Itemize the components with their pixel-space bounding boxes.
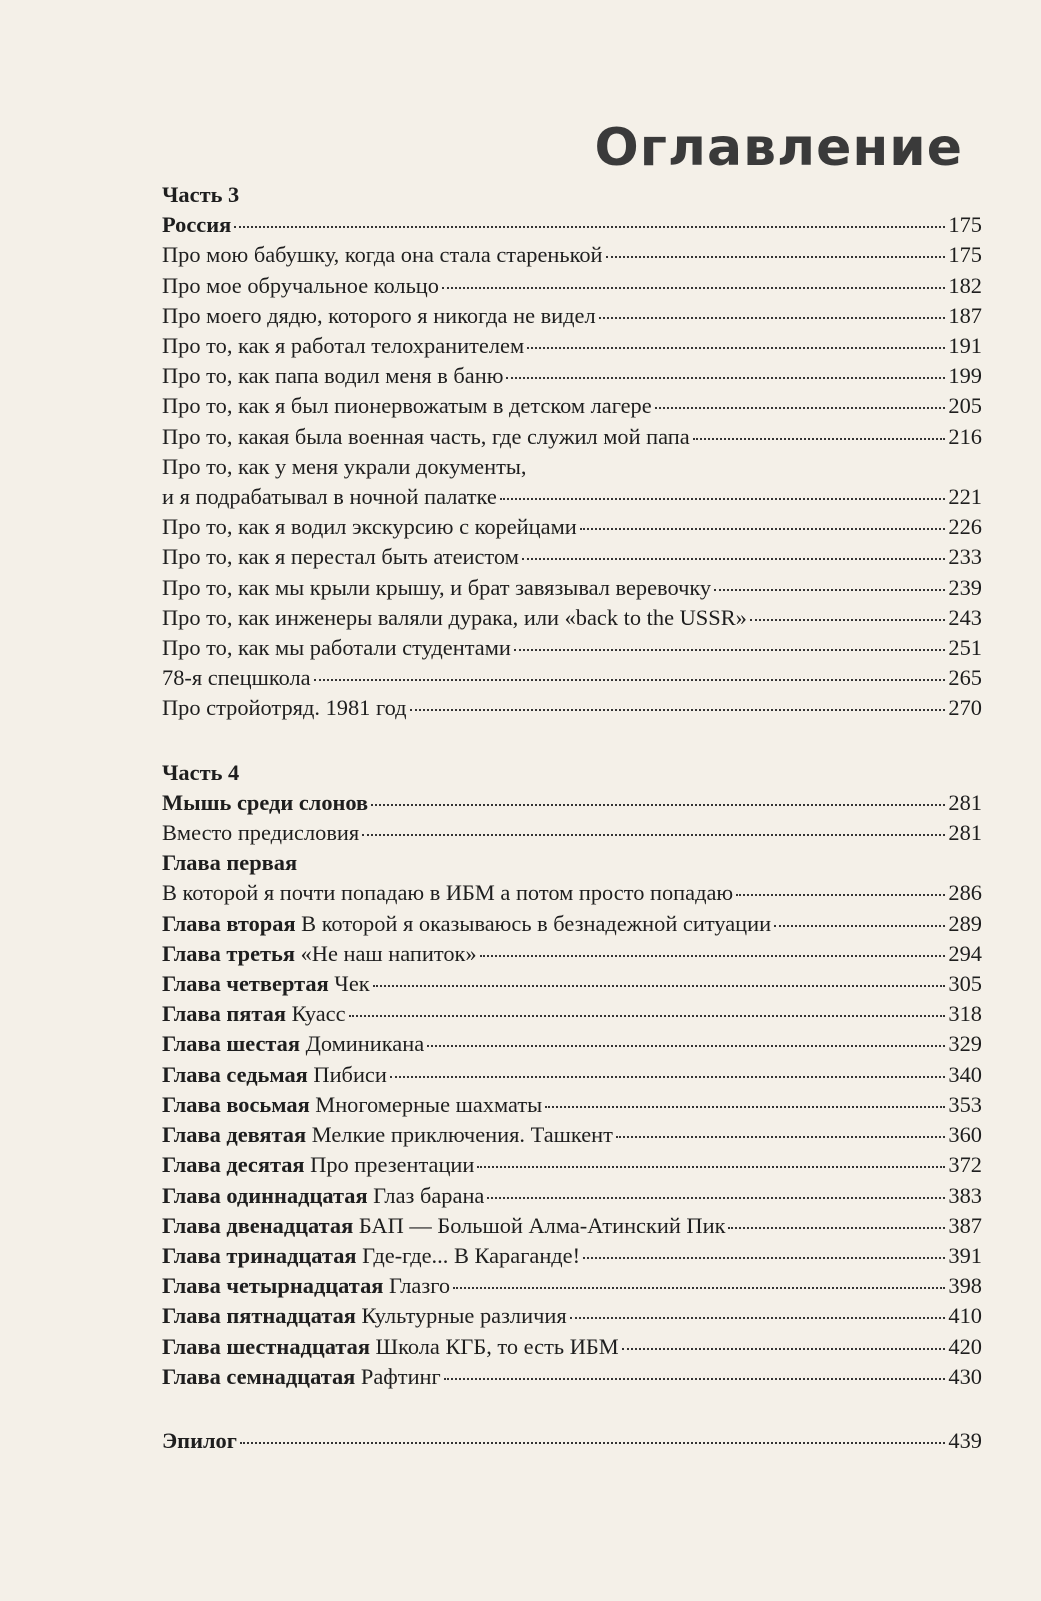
page-number: 383 — [948, 1182, 982, 1208]
toc-entry[interactable] — [162, 361, 982, 391]
toc-entry[interactable] — [162, 391, 982, 421]
toc-entry[interactable] — [162, 1271, 982, 1301]
dot-leader — [453, 1287, 945, 1289]
toc-entry[interactable] — [162, 1060, 982, 1090]
toc-entry[interactable] — [162, 1301, 982, 1331]
entry-subtitle: Куасс — [285, 1001, 346, 1027]
toc-entry[interactable] — [162, 271, 982, 301]
entry-label — [162, 1362, 441, 1392]
dot-leader — [442, 287, 945, 289]
entry-label — [162, 1060, 387, 1090]
toc-entry[interactable] — [162, 1211, 982, 1241]
entry-label — [162, 542, 519, 572]
entry-label — [162, 693, 407, 723]
entry-label — [162, 1150, 474, 1180]
entry-label — [162, 818, 359, 848]
part3-entries — [162, 210, 982, 723]
dot-leader — [314, 679, 946, 681]
page-number: 439 — [948, 1427, 982, 1453]
page-number: 289 — [948, 910, 982, 936]
page-number: 420 — [948, 1333, 982, 1359]
page-number: 294 — [948, 940, 982, 966]
dot-leader — [522, 558, 946, 560]
page-number: 265 — [948, 665, 982, 691]
entry-subtitle: Про моего дядю, которого я никогда не видел — [162, 302, 596, 328]
toc-entry-epilogue[interactable] — [162, 1426, 982, 1456]
toc-entry[interactable] — [162, 603, 982, 633]
entry-subtitle: Вместо предисловия — [162, 820, 360, 846]
entry-title: Глава двенадцатая — [162, 1212, 354, 1238]
dot-leader — [580, 528, 946, 530]
page-number: 305 — [948, 971, 982, 997]
entry-subtitle: Про то, как мы работали студентами — [162, 635, 511, 661]
toc-entry[interactable] — [162, 301, 982, 331]
page-number: 239 — [948, 574, 982, 600]
toc-entry[interactable] — [162, 909, 982, 939]
dot-leader — [728, 1227, 945, 1229]
toc-entry[interactable] — [162, 1332, 982, 1362]
page-number: 175 — [948, 242, 982, 268]
toc-entry[interactable] — [162, 939, 982, 969]
entry-title: Глава шестнадцатая — [162, 1333, 370, 1359]
dot-leader — [390, 1076, 946, 1078]
entry-title: Глава семнадцатая — [162, 1363, 356, 1389]
page-number: 251 — [948, 635, 982, 661]
entry-title: Глава одиннадцатая — [162, 1182, 368, 1208]
page-number: 233 — [948, 544, 982, 570]
dot-leader — [570, 1317, 946, 1319]
entry-label — [162, 331, 524, 361]
dot-leader — [527, 347, 945, 349]
entry-label — [162, 663, 311, 693]
entry-subtitle: Пибиси — [307, 1061, 387, 1087]
page-number: 187 — [948, 302, 982, 328]
dot-leader — [599, 317, 946, 319]
entry-label — [162, 422, 690, 452]
dot-leader — [371, 804, 945, 806]
entry-subtitle: Глазго — [383, 1273, 451, 1299]
page-number: 226 — [948, 514, 982, 540]
entry-label — [162, 1271, 450, 1301]
entry-title: Глава пятнадцатая — [162, 1303, 356, 1329]
dot-leader — [240, 1442, 945, 1444]
toc-entry[interactable] — [162, 1362, 982, 1392]
entry-subtitle: Про то, какая была военная часть, где служил мой папа — [162, 423, 690, 449]
toc-entry[interactable] — [162, 331, 982, 361]
entry-label — [162, 482, 497, 512]
dot-leader — [655, 407, 946, 409]
page-number: 221 — [948, 484, 982, 510]
entry-subtitle: «Не наш напиток» — [294, 940, 477, 966]
toc-entry[interactable] — [162, 1181, 982, 1211]
entry-title-continued: В которой я почти попадаю в ИБМ а потом просто попадаю — [162, 880, 734, 906]
dot-leader — [349, 1015, 946, 1017]
part4-entries — [162, 788, 982, 1392]
toc-entry[interactable] — [162, 693, 982, 723]
toc-entry[interactable] — [162, 1150, 982, 1180]
entry-subtitle: БАП — Большой Алма-Атинский Пик — [353, 1212, 726, 1238]
entry-label — [162, 240, 603, 270]
entry-label — [162, 603, 747, 633]
toc-entry[interactable] — [162, 240, 982, 270]
toc-entry[interactable] — [162, 633, 982, 663]
table-of-contents — [162, 180, 982, 1456]
entry-title: Эпилог — [162, 1427, 237, 1453]
page-number: 205 — [948, 393, 982, 419]
entry-title: Глава первая — [162, 850, 298, 876]
page-number: 360 — [948, 1122, 982, 1148]
entry-title-continued: и я подрабатывал в ночной палатке — [162, 484, 497, 510]
entry-subtitle: Доминикана — [300, 1031, 425, 1057]
entry-subtitle: Про то, как папа водил меня в баню — [162, 363, 504, 389]
dot-leader — [487, 1197, 945, 1199]
entry-subtitle: 78-я спецшкола — [162, 665, 311, 691]
page-number: 270 — [948, 695, 982, 721]
entry-label — [162, 1332, 619, 1362]
entry-subtitle: Про то, как я перестал быть атеистом — [162, 544, 519, 570]
entry-label — [162, 788, 368, 818]
part4-heading: Часть 4 — [162, 759, 240, 785]
page-number: 243 — [948, 604, 982, 630]
entry-subtitle: Про то, как я был пионервожатым в детском лагере — [162, 393, 652, 419]
entry-subtitle: Про мою бабушку, когда она стала старенькой — [162, 242, 603, 268]
entry-subtitle: Школа КГБ, то есть ИБМ — [369, 1333, 619, 1359]
dot-leader — [583, 1257, 945, 1259]
toc-entry[interactable] — [162, 422, 982, 452]
entry-label — [162, 633, 511, 663]
dot-leader — [736, 894, 945, 896]
toc-entry-line1[interactable] — [162, 848, 982, 878]
entry-label — [162, 999, 346, 1029]
entry-subtitle: Про то, как инженеры валяли дурака, или «back to the USSR» — [162, 604, 747, 630]
entry-title: Глава седьмая — [162, 1061, 308, 1087]
entry-label — [162, 1301, 567, 1331]
page-number: 318 — [948, 1001, 982, 1027]
entry-title: Глава пятая — [162, 1001, 286, 1027]
entry-subtitle: Про то, как я работал телохранителем — [162, 333, 525, 359]
page-number: 281 — [948, 820, 982, 846]
toc-entry[interactable] — [162, 999, 982, 1029]
dot-leader — [693, 438, 946, 440]
page-number: 191 — [948, 333, 982, 359]
entry-label — [162, 391, 652, 421]
part3-heading: Часть 3 — [162, 182, 240, 207]
entry-title: Глава третья — [162, 940, 295, 966]
toc-entry[interactable] — [162, 482, 982, 512]
page-number: 398 — [948, 1273, 982, 1299]
entry-label — [162, 361, 503, 391]
page-number: 286 — [948, 880, 982, 906]
page-number: 175 — [948, 212, 982, 238]
entry-label — [162, 512, 577, 542]
toc-entry[interactable] — [162, 210, 982, 240]
entry-subtitle: Многомерные шахматы — [309, 1091, 543, 1117]
entry-label — [162, 573, 711, 603]
entry-title: Глава девятая — [162, 1122, 307, 1148]
entry-title: Мышь среди слонов — [162, 789, 369, 815]
toc-entry[interactable] — [162, 818, 982, 848]
entry-label — [162, 1241, 580, 1271]
entry-title: Про то, как у меня украли документы, — [162, 453, 527, 479]
part4-section — [162, 758, 982, 1392]
page-number: 182 — [948, 272, 982, 298]
toc-entry-line1[interactable] — [162, 452, 982, 482]
entry-title: Глава тринадцатая — [162, 1242, 357, 1268]
entry-title: Глава вторая — [162, 910, 296, 936]
entry-subtitle: Рафтинг — [355, 1363, 441, 1389]
toc-entry[interactable] — [162, 512, 982, 542]
dot-leader — [750, 619, 946, 621]
page-number: 329 — [948, 1031, 982, 1057]
page-number: 353 — [948, 1091, 982, 1117]
entry-subtitle: Про презентации — [304, 1152, 475, 1178]
entry-label — [162, 271, 439, 301]
toc-entry[interactable] — [162, 1120, 982, 1150]
page-number: 430 — [948, 1363, 982, 1389]
entry-label — [162, 301, 596, 331]
entry-label — [162, 878, 733, 908]
entry-subtitle: Про то, как я водил экскурсию с корейцами — [162, 514, 577, 540]
dot-leader — [714, 589, 945, 591]
entry-label — [162, 210, 231, 240]
toc-entry[interactable] — [162, 969, 982, 999]
page-number: 391 — [948, 1242, 982, 1268]
dot-leader — [427, 1045, 945, 1047]
toc-entry[interactable] — [162, 1029, 982, 1059]
dot-leader — [480, 955, 946, 957]
entry-title: Глава четырнадцатая — [162, 1273, 384, 1299]
entry-subtitle: Глаз барана — [367, 1182, 485, 1208]
toc-entry[interactable] — [162, 573, 982, 603]
entry-subtitle: Мелкие приключения. Ташкент — [306, 1122, 613, 1148]
entry-subtitle: Культурные различия — [355, 1303, 567, 1329]
page-number: 216 — [948, 423, 982, 449]
page-number: 387 — [948, 1212, 982, 1238]
page-number: 281 — [948, 789, 982, 815]
entry-title: Россия — [162, 212, 232, 238]
page-number: 340 — [948, 1061, 982, 1087]
entry-label — [162, 1181, 484, 1211]
page-number: 199 — [948, 363, 982, 389]
dot-leader — [373, 985, 946, 987]
entry-title: Глава десятая — [162, 1152, 305, 1178]
toc-entry[interactable] — [162, 1241, 982, 1271]
entry-label — [162, 909, 771, 939]
entry-label — [162, 939, 477, 969]
toc-entry[interactable] — [162, 542, 982, 572]
toc-entry[interactable] — [162, 663, 982, 693]
dot-leader — [774, 925, 945, 927]
part3-section — [162, 180, 982, 724]
dot-leader — [545, 1106, 945, 1108]
dot-leader — [444, 1378, 946, 1380]
dot-leader — [362, 834, 945, 836]
entry-subtitle: Где-где... В Караганде! — [356, 1242, 581, 1268]
page-number: 410 — [948, 1303, 982, 1329]
dot-leader — [616, 1136, 945, 1138]
dot-leader — [622, 1348, 946, 1350]
entry-title: Глава восьмая — [162, 1091, 310, 1117]
entry-label — [162, 969, 370, 999]
dot-leader — [410, 709, 946, 711]
entry-subtitle: Про стройотряд. 1981 год — [162, 695, 407, 721]
entry-title: Глава шестая — [162, 1031, 300, 1057]
entry-label — [162, 1211, 725, 1241]
dot-leader — [606, 256, 946, 258]
entry-label — [162, 1090, 542, 1120]
dot-leader — [506, 377, 945, 379]
entry-label — [162, 1120, 613, 1150]
entry-label — [162, 1029, 424, 1059]
toc-entry[interactable] — [162, 878, 982, 908]
entry-subtitle: Про мое обручальное кольцо — [162, 272, 439, 298]
entry-subtitle: В которой я оказываюсь в безнадежной ситуации — [295, 910, 772, 936]
entry-subtitle: Про то, как мы крыли крышу, и брат завязывал веревочку — [162, 574, 712, 600]
dot-leader — [500, 498, 946, 500]
toc-entry[interactable] — [162, 1090, 982, 1120]
dot-leader — [234, 226, 945, 228]
toc-entry[interactable] — [162, 788, 982, 818]
page-number: 372 — [948, 1152, 982, 1178]
epilogue-section — [162, 1426, 982, 1456]
entry-title: Глава четвертая — [162, 971, 329, 997]
entry-subtitle: Чек — [328, 971, 370, 997]
page-title: Оглавление — [594, 118, 963, 178]
dot-leader — [514, 649, 946, 651]
dot-leader — [477, 1166, 945, 1168]
